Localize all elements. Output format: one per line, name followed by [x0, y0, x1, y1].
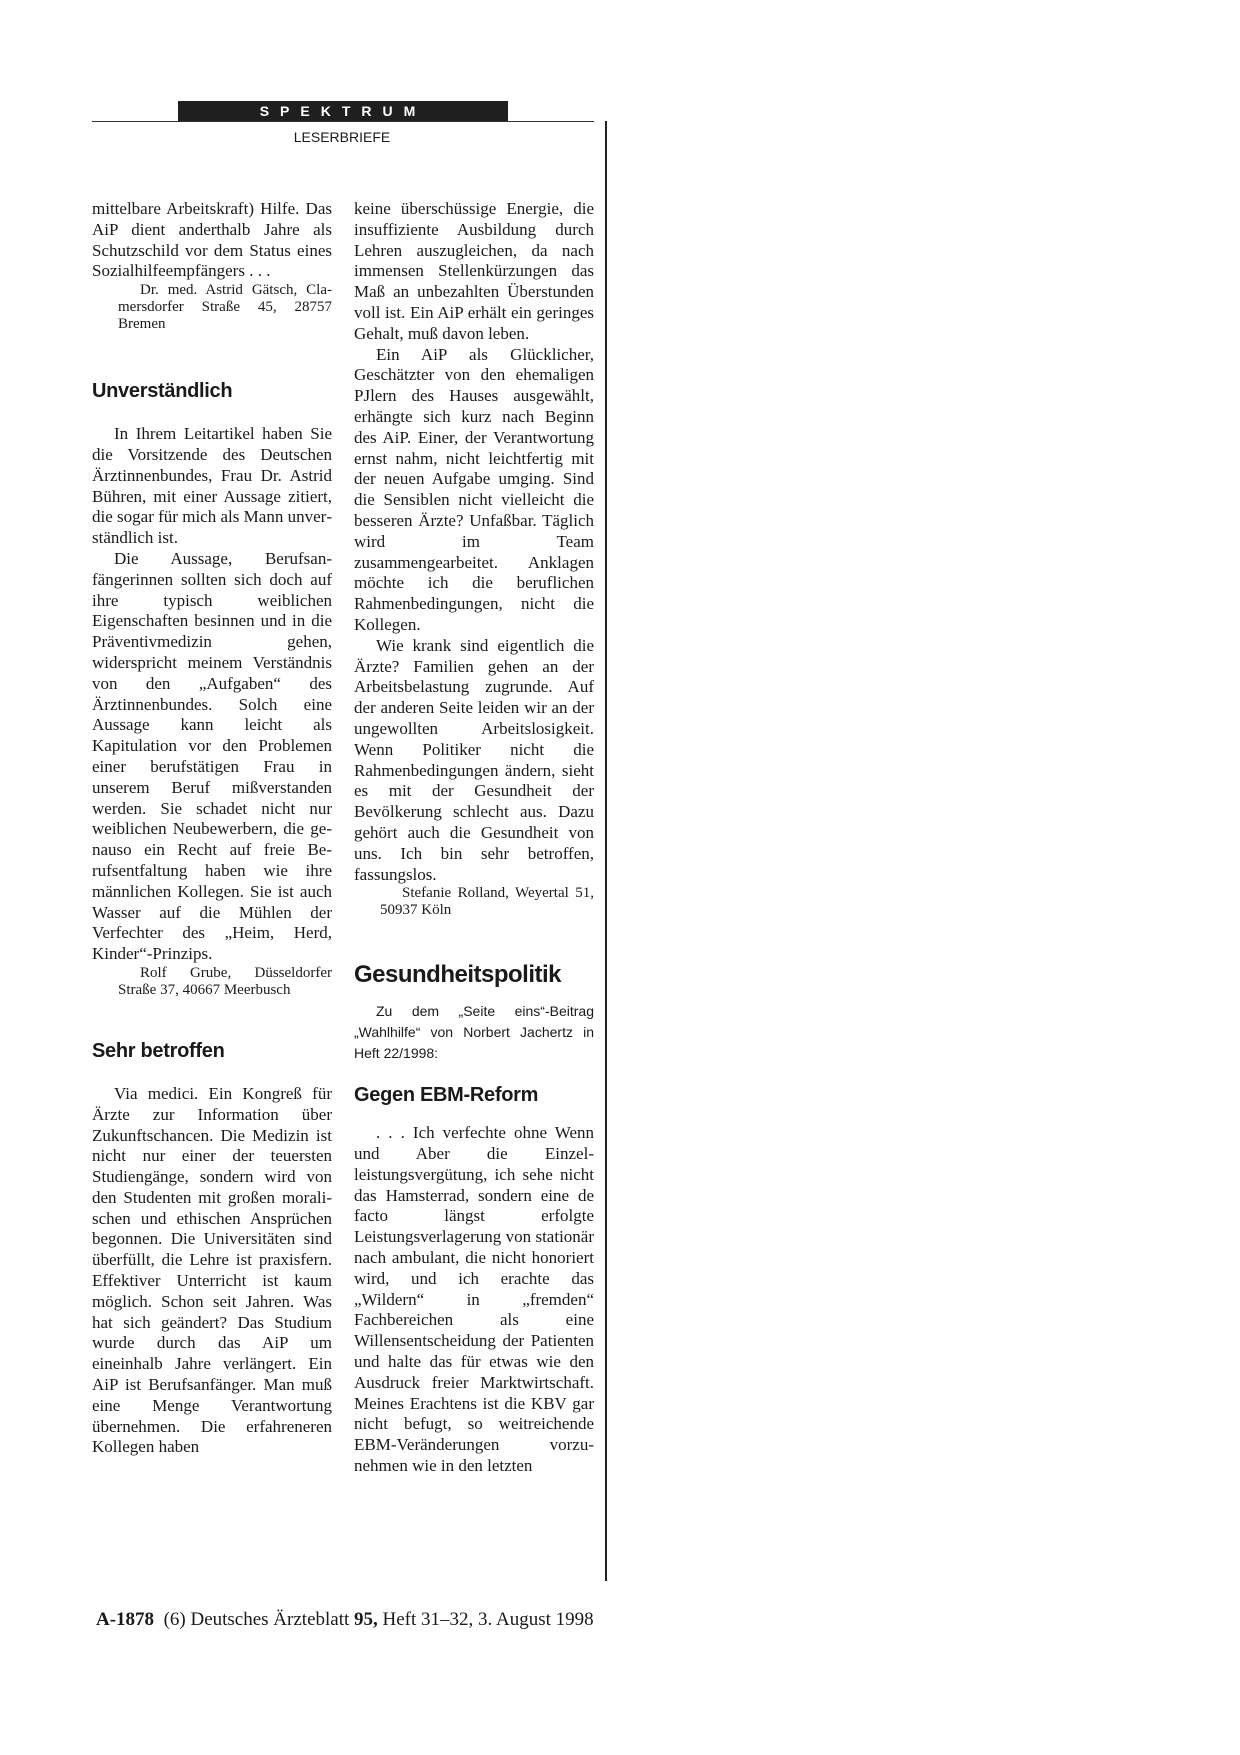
letter-continuation: mittelbare Arbeitskraft) Hilfe. Das AiP dient anderthalb Jahre als Schutzschild vor dem Status eines Sozialhilfeempfängers . . . — [92, 199, 332, 281]
letter-paragraph: Die Aussage, Berufsanfängerinnen sollten sich doch auf ihre typisch weiblichen Eigenschaften besinnen und in die Präventivmedizin gehen, widerspricht meinem Verständnis von den „Aufgaben“ des Ärztinnenbundes. Solch eine Aussage kann leicht als Kapitulation vor den Problemen einer berufstätigen Frau in unserem Beruf mißverstanden werden. Sie schadet nicht nur weiblichen Neubewerbern, die genauso ein Recht auf freie Berufsentfaltung haben wie ihre männlichen Kollegen. Sie ist auch Wasser auf die Mühlen der Verfechter des „Heim, Herd, Kinder“-Prinzips. — [92, 548, 332, 964]
page-footer — [96, 1609, 594, 1631]
letter-paragraph: In Ihrem Leitartikel haben Sie die Vorsitzende des Deutschen Ärztinnenbundes, Frau Dr. Astrid Bühren, mit einer Aussage zitiert, die sogar für mich als Mann unverständlich ist. — [92, 424, 332, 548]
letter-paragraph: Via medici. Ein Kongreß für Ärzte zur Information über Zukunftschancen. Die Medizin ist nicht nur einer der teuersten Studiengänge, sondern wird von den Studenten mit großen moralischen und ethischen Ansprüchen begonnen. Die Universitäten sind überfüllt, die Lehre ist praxisfern. Effektiver Unterricht ist kaum möglich. Schon seit Jahren. Was hat sich geändert? Das Studium wurde durch das AiP um eineinhalb Jahre verlängert. Ein AiP ist Berufsanfänger. Man muß eine Menge Verantwortung übernehmen. Die erfahreneren Kollegen haben — [92, 1083, 332, 1457]
letter-heading: Sehr betroffen — [92, 1039, 225, 1062]
letter-paragraph: . . . Ich verfechte ohne Wenn und Aber die Einzelleistungsvergütung, ich sehe nicht das Hamsterrad, sondern eine de facto längst erfolgte Leistungsverlagerung von stationär nach ambulant, die nicht honoriert wird, und ich erachte das „Wildern“ in „fremden“ Fachbereichen als eine Willensentscheidung der Patienten und halte das für etwas wie den Ausdruck freier Marktwirtschaft. Meines Erachtens ist die KBV gar nicht befugt, so weitreichende EBM-Veränderungen vorzunehmen wie in den letzten — [354, 1123, 594, 1476]
page-number: A-1878 — [96, 1609, 155, 1630]
letter-paragraph: keine überschüssige Energie, die insuffiziente Ausbildung durch Lehren auszugleichen, da nach immensen Stellenkürzungen das Maß an unbezahlten Überstunden voll ist. Ein AiP erhält ein geringes Gehalt, muß davon leben. — [354, 199, 594, 343]
subsection-label: LESERBRIEFE — [293, 129, 391, 145]
section-heading: Gesundheitspolitik — [354, 961, 562, 989]
letter-heading: Gegen EBM-Reform — [354, 1084, 539, 1107]
section-banner: SPEKTRUM — [178, 101, 508, 121]
letter-signature: Rolf Grube, Düsseldorfer Straße 37, 40667 Meerbusch — [118, 964, 332, 998]
journal-volume: 95, — [354, 1609, 378, 1630]
letter-signature: Dr. med. Astrid Gätsch, Clamersdorfer Straße 45, 28757 Bremen — [118, 282, 332, 333]
letter-signature: Stefanie Rolland, Weyertal 51, 50937 Köln — [380, 885, 594, 919]
article-reference: Zu dem „Seite eins“-Beitrag „Wahlhilfe“ von Norbert Jachertz in Heft 22/1998: — [354, 1003, 594, 1062]
issue-date: Heft 31–32, 3. August 1998 — [382, 1609, 594, 1630]
column-rule — [605, 121, 607, 1581]
letter-heading: Unverständlich — [92, 380, 233, 403]
journal-name: (6) Deutsches Ärzteblatt — [163, 1609, 350, 1630]
column-left — [92, 199, 332, 1458]
column-right — [354, 199, 594, 1477]
header-rule — [92, 121, 594, 122]
letter-paragraph: Ein AiP als Glücklicher, Geschätzter von den ehemaligen PJlern des Hauses ausgewählt, erhängte sich kurz nach Beginn des AiP. Einer, der Verantwortung ernst nahm, nicht leichtfertig mit der neuen Aufgabe umging. Sind die Sensiblen nicht vielleicht die besseren Ärzte? Unfaßbar. Täglich wird im Team zusammengearbeitet. Anklagen möchte ich die beruflichen Rahmenbedingungen, nicht die Kollegen. — [354, 344, 594, 634]
letter-paragraph: Wie krank sind eigentlich die Ärzte? Familien gehen an der Arbeitsbelastung zugrunde. Auf der anderen Seite leiden wir an der ungewollten Arbeitslosigkeit. Wenn Politiker nicht die Rahmenbedingungen ändern, sieht es mit der Gesundheit der Bevölkerung schlecht aus. Dazu gehört auch die Gesundheit von uns. Ich bin sehr betroffen, fassungslos. — [354, 635, 594, 884]
